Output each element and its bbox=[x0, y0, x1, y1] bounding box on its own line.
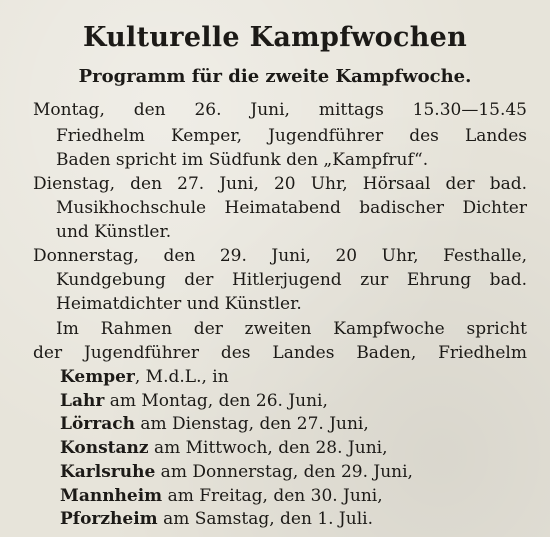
schedule-item bbox=[60, 484, 383, 508]
text-line: Dienstag, den 27. Juni, 20 Uhr, Hörsaal der bad. bbox=[33, 174, 527, 194]
text-line: Donnerstag, den 29. Juni, 20 Uhr, Festhalle, bbox=[33, 246, 527, 266]
schedule-item bbox=[60, 460, 413, 484]
schedule-date: am Montag, den 26. Juni, bbox=[104, 391, 328, 411]
schedule-item bbox=[60, 389, 328, 413]
schedule-city: Lahr bbox=[60, 391, 105, 411]
schedule-city: Konstanz bbox=[60, 438, 149, 458]
schedule-item bbox=[60, 436, 387, 460]
schedule-city: Karlsruhe bbox=[60, 462, 156, 482]
schedule-date: am Donnerstag, den 29. Juni, bbox=[155, 462, 413, 482]
text-line: der Jugendführer des Landes Baden, Friedhelm bbox=[33, 343, 527, 363]
text-line: Musikhochschule Heimatabend badischer Dichter bbox=[56, 198, 527, 218]
text-line: Friedhelm Kemper, Jugendführer des Landes bbox=[56, 126, 527, 146]
text-line: und Künstler. bbox=[56, 222, 172, 242]
speaker-suffix: , M.d.L., in bbox=[134, 367, 229, 387]
schedule-city: Lörrach bbox=[60, 414, 135, 434]
text-line: Montag, den 26. Juni, mittags 15.30—15.45 bbox=[33, 100, 527, 120]
speaker-line bbox=[60, 365, 229, 389]
schedule-item bbox=[60, 507, 373, 531]
speaker-name: Kemper bbox=[60, 367, 135, 387]
text-line: Baden spricht im Südfunk den „Kampfruf“. bbox=[56, 150, 429, 170]
schedule-date: am Dienstag, den 27. Juni, bbox=[134, 414, 369, 434]
schedule-city: Pforzheim bbox=[60, 509, 158, 529]
text-line: Im Rahmen der zweiten Kampfwoche spricht bbox=[56, 319, 527, 339]
schedule-city: Mannheim bbox=[60, 486, 163, 506]
text-line: Kundgebung der Hitlerjugend zur Ehrung bad. bbox=[56, 270, 527, 290]
schedule-date: am Freitag, den 30. Juni, bbox=[162, 486, 383, 506]
text-line: Heimatdichter und Künstler. bbox=[56, 294, 302, 314]
article-title: Kulturelle Kampfwochen bbox=[82, 22, 468, 53]
schedule-date: am Mittwoch, den 28. Juni, bbox=[148, 438, 388, 458]
article-subtitle: Programm für die zweite Kampfwoche. bbox=[78, 66, 472, 87]
schedule-date: am Samstag, den 1. Juli. bbox=[157, 509, 373, 529]
schedule-item bbox=[60, 412, 369, 436]
